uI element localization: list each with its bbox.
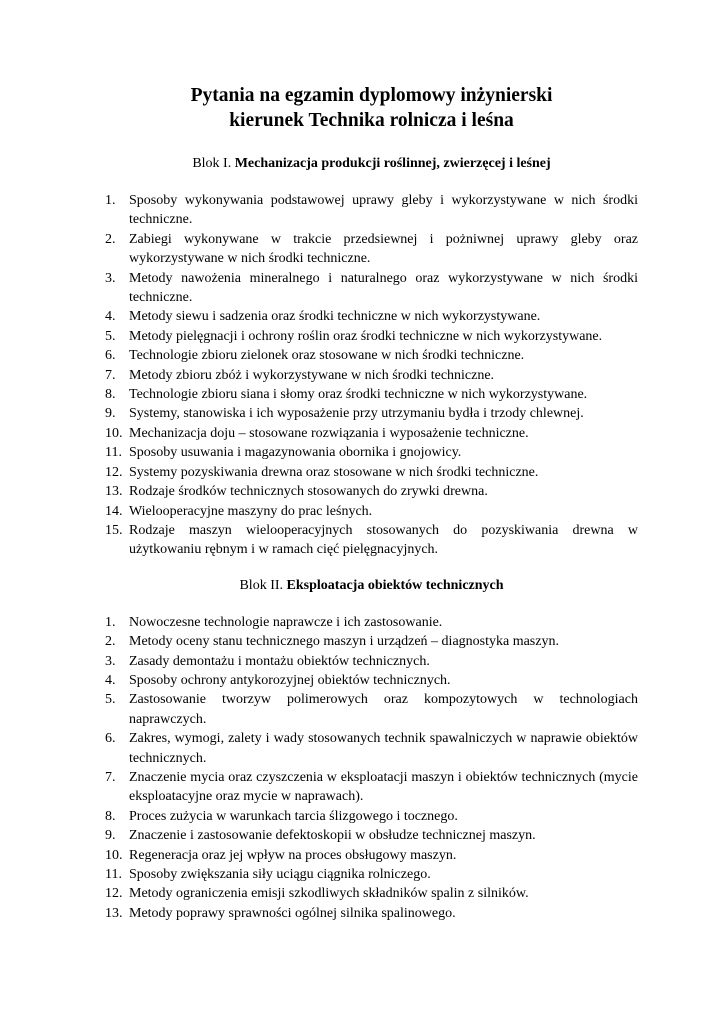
question-number: 14. (105, 503, 123, 519)
question-item (105, 482, 638, 501)
question-number: 13. (105, 484, 123, 500)
question-item (105, 865, 638, 884)
question-text: Sposoby ochrony antykorozyjnej obiektów technicznych. (129, 672, 451, 688)
question-text: Znaczenie mycia oraz czyszczenia w eksploatacji maszyn i obiektów technicznych (mycie eksploatacyjne oraz mycie w naprawach). (129, 769, 638, 805)
question-item (105, 671, 638, 690)
question-text: Sposoby zwiększania siły uciągu ciągnika rolniczego. (129, 867, 431, 882)
question-number: 5. (105, 328, 116, 344)
question-text: Metody siewu i sadzenia oraz środki techniczne w nich wykorzystywane. (129, 309, 541, 325)
question-item (105, 191, 638, 230)
block-2-prefix: Blok II. (239, 577, 287, 593)
question-text: Znaczenie i zastosowanie defektoskopii w obsłudze technicznej maszyn. (129, 828, 536, 844)
question-number: 11. (105, 867, 122, 882)
question-item (105, 904, 638, 923)
question-item (105, 307, 638, 326)
question-number: 2. (105, 634, 116, 650)
block-1-name: Mechanizacja produkcji roślinnej, zwierzęcej i leśnej (234, 156, 551, 171)
question-item (105, 826, 638, 845)
document-title (105, 83, 638, 133)
question-text: Technologie zbioru zielonek oraz stosowane w nich środki techniczne. (129, 348, 525, 364)
question-text: Metody ograniczenia emisji szkodliwych składników spalin z silników. (129, 886, 529, 902)
question-text: Zastosowanie tworzyw polimerowych oraz kompozytowych w technologiach naprawczych. (129, 692, 638, 727)
question-item (105, 729, 638, 768)
question-item (105, 652, 638, 671)
block-2-question-list (105, 613, 638, 924)
question-text: Metody nawożenia mineralnego i naturalnego oraz wykorzystywane w nich środki techniczne. (129, 270, 638, 306)
question-number: 3. (105, 270, 116, 286)
question-text: Systemy, stanowiska i ich wyposażenie przy utrzymaniu bydła i trzody chlewnej. (129, 406, 584, 422)
question-text: Technologie zbioru siana i słomy oraz środki techniczne w nich wykorzystywane. (129, 387, 588, 403)
block-2-heading (105, 576, 638, 595)
question-text: Rodzaje środków technicznych stosowanych do zrywki drewna. (129, 484, 488, 500)
question-item (105, 632, 638, 651)
question-item (105, 690, 638, 729)
question-number: 5. (105, 692, 116, 708)
question-text: Nowoczesne technologie naprawcze i ich zastosowanie. (129, 614, 443, 630)
question-item (105, 463, 638, 482)
block-1-question-list (105, 191, 638, 560)
question-number: 6. (105, 731, 116, 747)
question-item (105, 424, 638, 443)
question-number: 8. (105, 808, 116, 824)
question-text: Zasady demontażu i montażu obiektów technicznych. (129, 653, 430, 669)
question-item (105, 613, 638, 632)
document-page (105, 83, 638, 923)
block-1-heading (105, 154, 638, 173)
question-number: 12. (105, 464, 123, 480)
question-text: Metody pielęgnacji i ochrony roślin oraz środki techniczne w nich wykorzystywane. (129, 328, 603, 344)
question-text: Sposoby wykonywania podstawowej uprawy gleby i wykorzystywane w nich środki techniczne. (129, 193, 638, 228)
question-number: 10. (105, 847, 123, 863)
question-number: 8. (105, 387, 116, 403)
question-text: Systemy pozyskiwania drewna oraz stosowane w nich środki techniczne. (129, 464, 539, 480)
title-line-1: Pytania na egzamin dyplomowy inżynierski (190, 85, 553, 106)
question-text: Metody zbioru zbóż i wykorzystywane w nich środki techniczne. (129, 367, 495, 383)
question-number: 9. (105, 406, 116, 422)
question-item (105, 521, 638, 560)
question-number: 3. (105, 653, 116, 669)
question-number: 1. (105, 193, 116, 208)
title-line-2: kierunek Technika rolnicza i leśna (229, 110, 514, 131)
question-item (105, 807, 638, 826)
question-text: Metody oceny stanu technicznego maszyn i urządzeń – diagnostyka maszyn. (129, 634, 559, 650)
question-text: Proces zużycia w warunkach tarcia ślizgowego i tocznego. (129, 808, 458, 824)
question-number: 13. (105, 905, 123, 921)
question-text: Sposoby usuwania i magazynowania obornika i gnojowicy. (129, 445, 462, 461)
question-number: 7. (105, 367, 116, 383)
block-1-prefix: Blok I. (192, 156, 235, 171)
question-text: Metody poprawy sprawności ogólnej silnika spalinowego. (129, 905, 456, 921)
question-item (105, 230, 638, 269)
question-number: 4. (105, 309, 116, 325)
question-item (105, 884, 638, 903)
question-number: 4. (105, 672, 116, 688)
question-text: Zakres, wymogi, zalety i wady stosowanych technik spawalniczych w naprawie obiektów technicznych. (129, 731, 638, 766)
question-item (105, 385, 638, 404)
question-number: 15. (105, 522, 123, 538)
question-item (105, 846, 638, 865)
question-text: Mechanizacja doju – stosowane rozwiązania i wyposażenie techniczne. (129, 425, 529, 441)
question-number: 2. (105, 231, 116, 247)
question-number: 10. (105, 425, 123, 441)
question-number: 12. (105, 886, 123, 902)
question-text: Wielooperacyjne maszyny do prac leśnych. (129, 503, 373, 519)
question-number: 7. (105, 769, 116, 785)
question-text: Zabiegi wykonywane w trakcie przedsiewnej i pożniwnej uprawy gleby oraz wykorzystywane w nich środki techniczne. (129, 231, 638, 267)
question-number: 6. (105, 348, 116, 364)
question-item (105, 366, 638, 385)
question-number: 9. (105, 828, 116, 844)
question-item (105, 346, 638, 365)
question-number: 11. (105, 445, 122, 461)
question-text: Regeneracja oraz jej wpływ na proces obsługowy maszyn. (129, 847, 457, 863)
block-2-name: Eksploatacja obiektów technicznych (286, 577, 504, 593)
question-item (105, 502, 638, 521)
question-item (105, 404, 638, 423)
question-text: Rodzaje maszyn wielooperacyjnych stosowanych do pozyskiwania drewna w użytkowaniu rębnym i w ramach cięć pielęgnacyjnych. (129, 522, 638, 558)
question-item (105, 269, 638, 308)
question-item (105, 327, 638, 346)
question-item (105, 443, 638, 462)
question-item (105, 768, 638, 807)
question-number: 1. (105, 614, 116, 630)
